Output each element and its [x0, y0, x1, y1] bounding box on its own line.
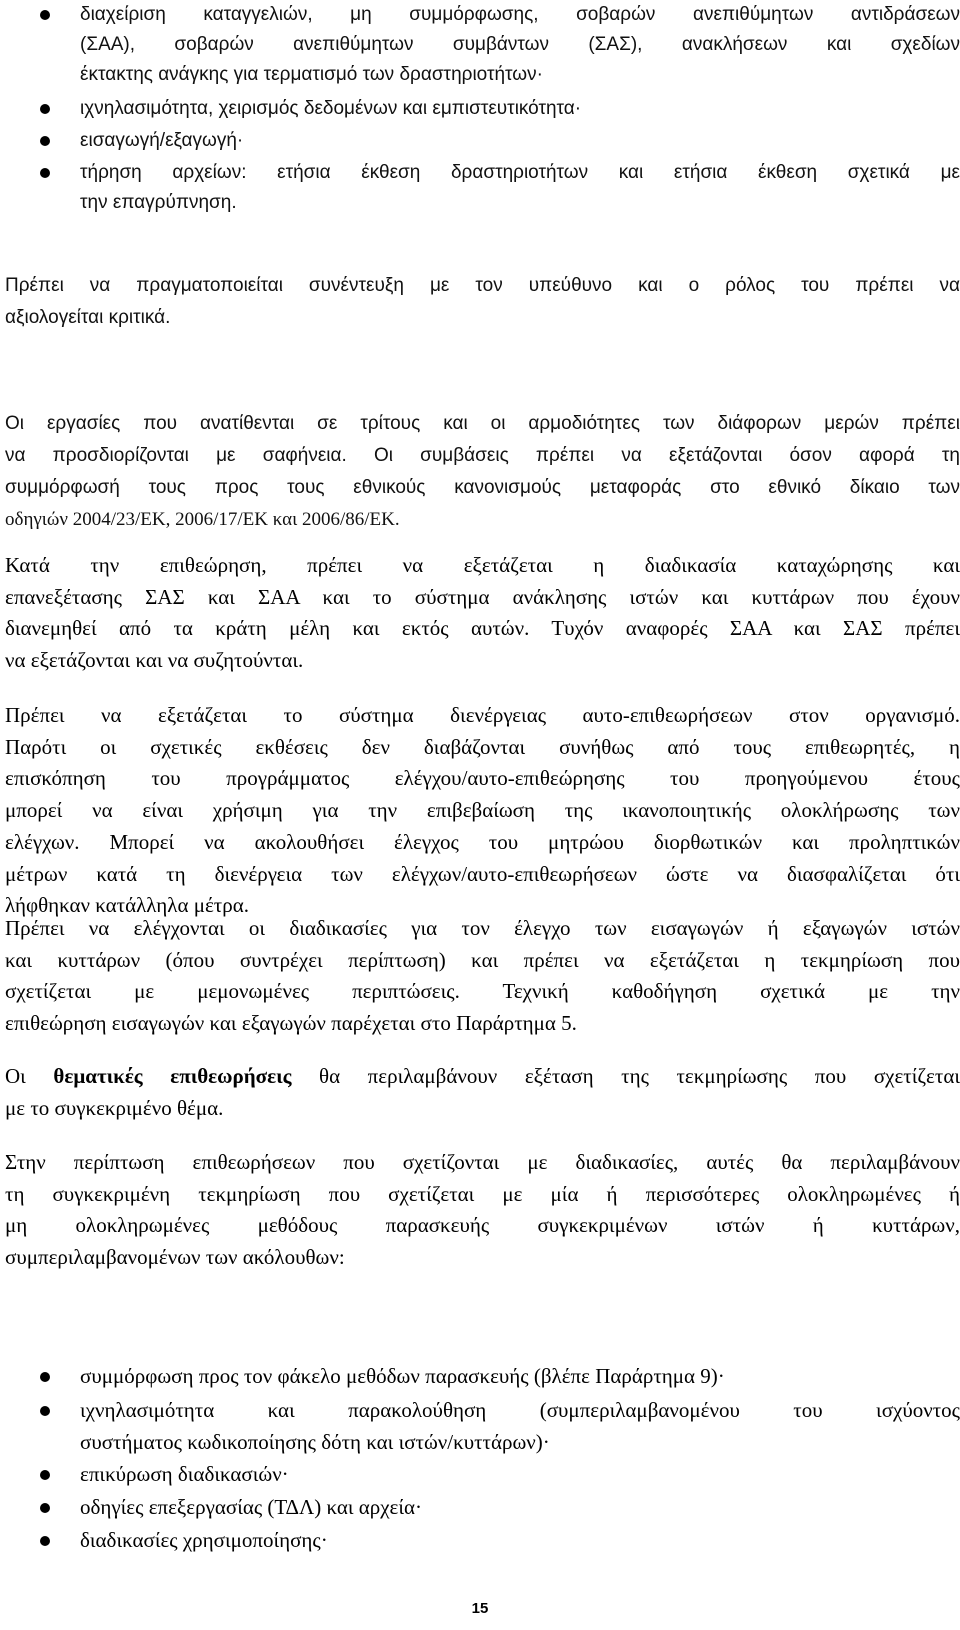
text-run: θα περιλαμβάνουν εξέταση της τεκμηρίωσης που σχετίζεται — [291, 1064, 960, 1088]
text-line: επανεξέτασης ΣΑΣ και ΣΑΑ και το σύστημα ανάκλησης ιστών και κυττάρων που έχουν — [5, 584, 960, 609]
text-line: συστήματος κωδικοποίησης δότη και ιστών/κυττάρων)· — [80, 1429, 550, 1454]
text-line: ελέγχων. Μπορεί να ακολουθήσει έλεγχος του μητρώου διορθωτικών και προληπτικών — [5, 829, 960, 854]
text-line: συμπεριλαμβανομένων των ακόλουθων: — [5, 1245, 345, 1270]
text-line: αξιολογείται κριτικά. — [5, 307, 171, 328]
text-line: τήρηση αρχείων: ετήσια έκθεση δραστηριοτήτων και ετήσια έκθεση σχετικά με — [80, 162, 960, 183]
bold-term: θεματικές επιθεωρήσεις — [53, 1064, 292, 1088]
text-line: να προσδιορίζονται με σαφήνεια. Οι συμβάσεις πρέπει να εξετάζονται όσον αφορά τη — [5, 445, 960, 466]
text-line: μπορεί να είναι χρήσιμη για την επιβεβαίωση της ικανοποιητικής ολοκλήρωσης των — [5, 798, 960, 823]
text-line: Πρέπει να εξετάζεται το σύστημα διενέργειας αυτο-επιθεωρήσεων στον οργανισμό. — [5, 703, 960, 727]
text-line: Πρέπει να ελέγχονται οι διαδικασίες για τον έλεγχο των εισαγωγών ή εξαγωγών ιστών — [5, 916, 960, 940]
paragraph-third-parties — [5, 408, 960, 536]
list-item — [80, 126, 960, 156]
text-line: εισαγωγή/εξαγωγή· — [80, 130, 244, 151]
text-line: σχετίζεται με μεμονωμένες περιπτώσεις. Τεχνική καθοδήγηση σχετικά με την — [5, 979, 960, 1004]
text-line: οδηγιών 2004/23/ΕΚ, 2006/17/ΕΚ και 2006/86/ΕΚ. — [5, 509, 400, 530]
list-item — [80, 1492, 960, 1524]
text-line: με το συγκεκριμένο θέμα. — [5, 1095, 224, 1120]
text-line: ιχνηλασιμότητα και παρακολούθηση (συμπεριλαμβανομένου του ισχύοντος — [80, 1398, 960, 1422]
paragraph-self-inspections — [5, 700, 960, 922]
text-line: Κατά την επιθεώρηση, πρέπει να εξετάζεται η διαδικασία καταχώρησης και — [5, 553, 960, 577]
list-item — [80, 94, 960, 124]
text-line: να εξετάζονται και να συζητούνται. — [5, 648, 304, 673]
text-line: μέτρων κατά τη διενέργεια των ελέγχων/αυτο-επιθεωρήσεων ώστε να διασφαλίζεται ότι — [5, 861, 960, 886]
text-line: έκτακτης ανάγκης για τερματισμό των δραστηριοτήτων· — [80, 64, 543, 85]
text-line: Πρέπει να πραγματοποιείται συνέντευξη με τον υπεύθυνο και ο ρόλος του πρέπει να — [5, 275, 960, 296]
text-line: διαδικασίες χρησιμοποίησης· — [80, 1528, 328, 1552]
text-line: Οι εργασίες που ανατίθενται σε τρίτους και οι αρμοδιότητες των διάφορων μερών πρέπει — [5, 413, 960, 434]
text-line: τη συγκεκριμένη τεκμηρίωση που σχετίζεται με μία ή περισσότερες ολοκληρωμένες ή — [5, 1181, 960, 1206]
text-line: επισκόπηση του προγράμματος ελέγχου/αυτο-επιθεώρησης του προηγούμενου έτους — [5, 766, 960, 791]
paragraph-procedure-inspections — [5, 1147, 960, 1274]
text-line: ιχνηλασιμότητα, χειρισμός δεδομένων και εμπιστευτικότητα· — [80, 98, 582, 119]
text-line: επιθεώρηση εισαγωγών και εξαγωγών παρέχεται στο Παράρτημα 5. — [5, 1011, 577, 1036]
list-item — [80, 1395, 960, 1458]
text-line — [5, 1061, 960, 1093]
text-line: λήφθηκαν κατάλληλα μέτρα. — [5, 893, 249, 918]
paragraph-thematic-inspections — [5, 1061, 960, 1124]
text-line: διανεμηθεί από τα κράτη μέλη και εκτός αυτών. Τυχόν αναφορές ΣΑΑ και ΣΑΣ πρέπει — [5, 616, 960, 641]
text-line: Στην περίπτωση επιθεωρήσεων που σχετίζονται με διαδικασίες, αυτές θα περιλαμβάνουν — [5, 1150, 960, 1174]
list-item — [80, 1459, 960, 1491]
paragraph-import-export — [5, 913, 960, 1040]
text-run: Οι — [5, 1064, 54, 1088]
text-line: επικύρωση διαδικασιών· — [80, 1462, 289, 1486]
list-item — [80, 1525, 960, 1557]
text-line: (ΣΑΑ), σοβαρών ανεπιθύμητων συμβάντων (ΣΑΣ), ανακλήσεων και σχεδίων — [80, 34, 960, 55]
text-line: μη ολοκληρωμένες μεθόδους παρασκευής συγκεκριμένων ιστών ή κυττάρων, — [5, 1213, 960, 1238]
text-line: την επαγρύπνηση. — [80, 192, 237, 213]
list-item — [80, 1361, 960, 1393]
text-line: οδηγίες επεξεργασίας (ΤΔΛ) και αρχεία· — [80, 1495, 423, 1519]
paragraph-adverse-events — [5, 550, 960, 677]
text-line: συμμόρφωσή τους προς τους εθνικούς κανονισμούς μεταφοράς στο εθνικό δίκαιο των — [5, 477, 960, 498]
page-number: 15 — [471, 1600, 489, 1617]
list-item — [80, 158, 960, 218]
text-line: διαχείριση καταγγελιών, μη συμμόρφωσης, σοβαρών ανεπιθύμητων αντιδράσεων — [80, 4, 960, 25]
list-item — [80, 0, 960, 90]
text-line: Παρότι οι σχετικές εκθέσεις δεν διαβάζονται συνήθως από τους επιθεωρητές, η — [5, 734, 960, 759]
text-line: και κυττάρων (όπου συντρέχει περίπτωση) και πρέπει να εξετάζεται η τεκμηρίωση που — [5, 947, 960, 972]
text-line: συμμόρφωση προς τον φάκελο μεθόδων παρασκευής (βλέπε Παράρτημα 9)· — [80, 1364, 725, 1388]
paragraph-interview — [5, 270, 960, 334]
